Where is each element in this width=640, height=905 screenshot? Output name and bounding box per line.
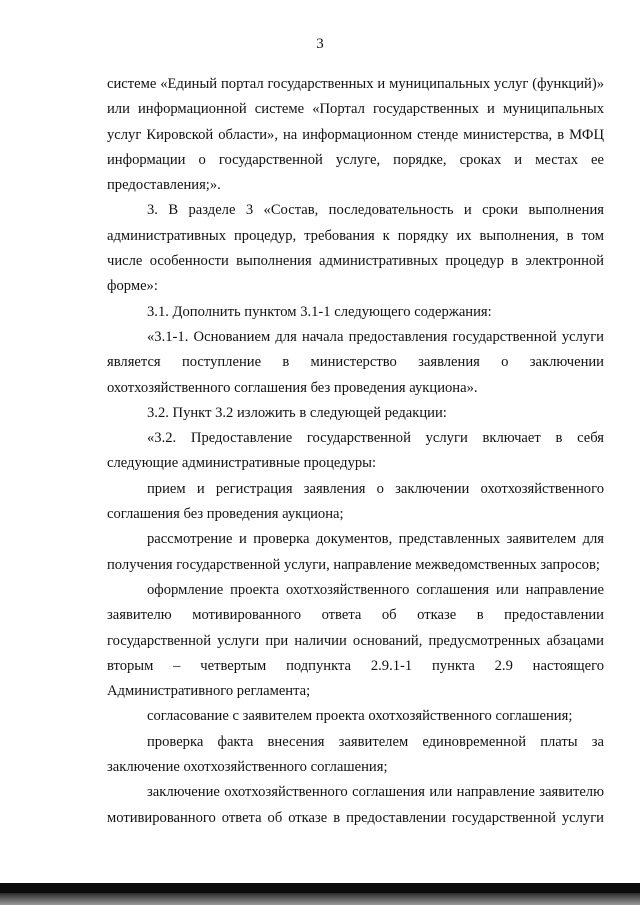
- paragraph: прием и регистрация заявления о заключении охотхозяйственного соглашения без проведения аукциона;: [107, 480, 604, 523]
- paragraph: «3.1-1. Основанием для начала предоставления государственной услуги является поступление в министерство заявления о заключении охотхозяйственного соглашения без проведения аукциона».: [107, 328, 604, 396]
- scan-edge-shadow: [0, 893, 640, 905]
- paragraph: 3.1. Дополнить пунктом 3.1-1 следующего содержания:: [147, 303, 492, 320]
- scan-edge-bar: [0, 883, 640, 893]
- paragraph: рассмотрение и проверка документов, представленных заявителем для получения государственной услуги, направление межведомственных запросов;: [107, 531, 604, 573]
- paragraph: проверка факта внесения заявителем единовременной платы за заключение охотхозяйственного соглашения;: [107, 733, 604, 776]
- paragraph: согласование с заявителем проекта охотхозяйственного соглашения;: [147, 708, 573, 725]
- paragraph: 3.2. Пункт 3.2 изложить в следующей редакции:: [147, 404, 447, 421]
- paragraph: «3.2. Предоставление государственной услуги включает в себя следующие административные процедуры:: [107, 430, 604, 472]
- paragraph: оформление проекта охотхозяйственного соглашения или направление заявителю мотивированного ответа об отказе в предоставлении государственной услуги при наличии оснований, предусмотренных абзацами вторым – четвертым подпункта 2.9.1-1 пункта 2.9 настоящего Административного регламента;: [107, 581, 604, 700]
- paragraph: заключение охотхозяйственного соглашения или направление заявителю мотивированного ответа об отказе в предоставлении государственной услуги: [107, 784, 604, 826]
- paragraph: 3. В разделе 3 «Состав, последовательность и сроки выполнения административных процедур, требования к порядку их выполнения, в том числе особенности выполнения административных процедур в электронной форме»:: [107, 202, 604, 295]
- paragraph: системе «Единый портал государственных и муниципальных услуг (функций)» или информационной системе «Портал государственных и муниципальных услуг Кировской области», на информационном стенде министерства, в МФЦ информации о государственной услуге, порядке, сроках и местах ее предоставления;».: [107, 76, 604, 194]
- page-number: 3: [316, 36, 324, 52]
- document-body: [107, 72, 604, 831]
